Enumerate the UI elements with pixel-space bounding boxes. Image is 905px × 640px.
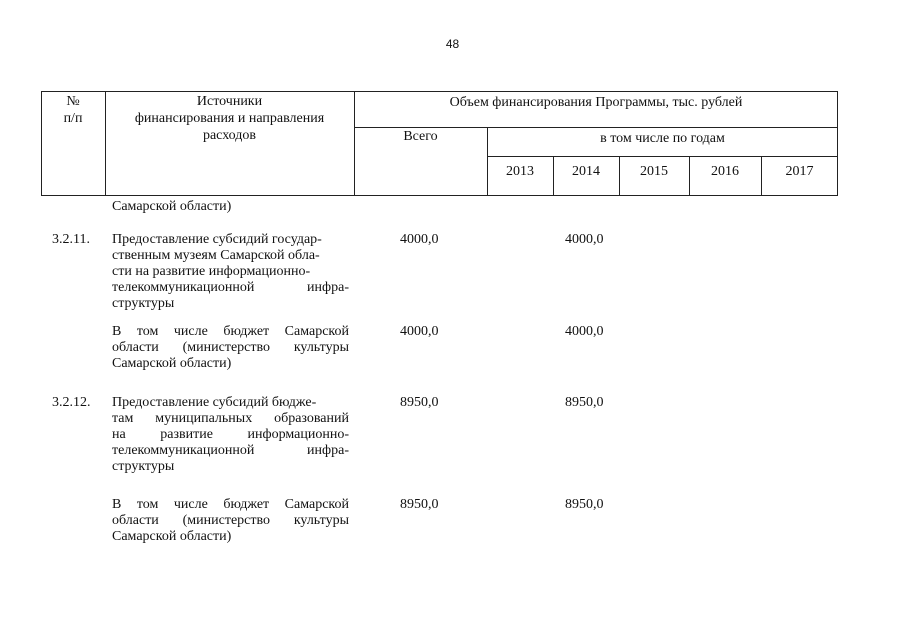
desc-line: структуры xyxy=(112,296,175,311)
desc-line: на развитие информационно- xyxy=(112,427,349,442)
desc-line: ственным музеям Самарской обла- xyxy=(112,248,320,263)
desc-line: Предоставление субсидий государ- xyxy=(112,232,322,247)
row-description xyxy=(112,395,349,475)
page-number: 48 xyxy=(445,37,460,51)
header-col-by-years: в том числе по годам xyxy=(600,131,725,146)
header-col-total: Всего xyxy=(403,129,438,144)
row-value-2014: 4000,0 xyxy=(565,232,604,247)
desc-line: структуры xyxy=(112,459,175,474)
header-col-funding: Объем финансирования Программы, тыс. рублей xyxy=(449,95,743,110)
header-year-2016: 2016 xyxy=(711,164,739,179)
desc-line: там муниципальных образований xyxy=(112,411,349,426)
desc-line: области (министерство культуры xyxy=(112,513,349,528)
row-number: 3.2.11. xyxy=(52,232,90,247)
row-value-2014: 4000,0 xyxy=(565,324,604,339)
header-year-2013: 2013 xyxy=(506,164,534,179)
desc-line: Предоставление субсидий бюдже- xyxy=(112,395,317,410)
row-number: 3.2.12. xyxy=(52,395,91,410)
desc-line: В том числе бюджет Самарской xyxy=(112,497,349,512)
desc-line: В том числе бюджет Самарской xyxy=(112,324,349,339)
desc-line: Самарской области) xyxy=(112,356,232,371)
row-total: 4000,0 xyxy=(400,232,439,247)
row-description xyxy=(112,497,349,545)
row-value-2014: 8950,0 xyxy=(565,497,604,512)
header-col-sources: Источники финансирования и направления расходов xyxy=(134,94,325,143)
row-total: 4000,0 xyxy=(400,324,439,339)
desc-line: телекоммуникационной инфра- xyxy=(112,443,349,458)
continuation-text: Самарской области) xyxy=(112,199,232,214)
desc-line: телекоммуникационной инфра- xyxy=(112,280,349,295)
desc-line: Самарской области) xyxy=(112,529,232,544)
header-year-2014: 2014 xyxy=(572,164,600,179)
row-description xyxy=(112,232,349,312)
desc-line: области (министерство культуры xyxy=(112,340,349,355)
row-total: 8950,0 xyxy=(400,395,439,410)
row-value-2014: 8950,0 xyxy=(565,395,604,410)
header-year-2015: 2015 xyxy=(640,164,668,179)
header-divider xyxy=(487,156,838,157)
row-total: 8950,0 xyxy=(400,497,439,512)
desc-line: сти на развитие информационно- xyxy=(112,264,311,279)
row-description xyxy=(112,324,349,372)
header-year-2017: 2017 xyxy=(785,164,814,179)
header-col-number: № п/п xyxy=(63,94,83,126)
